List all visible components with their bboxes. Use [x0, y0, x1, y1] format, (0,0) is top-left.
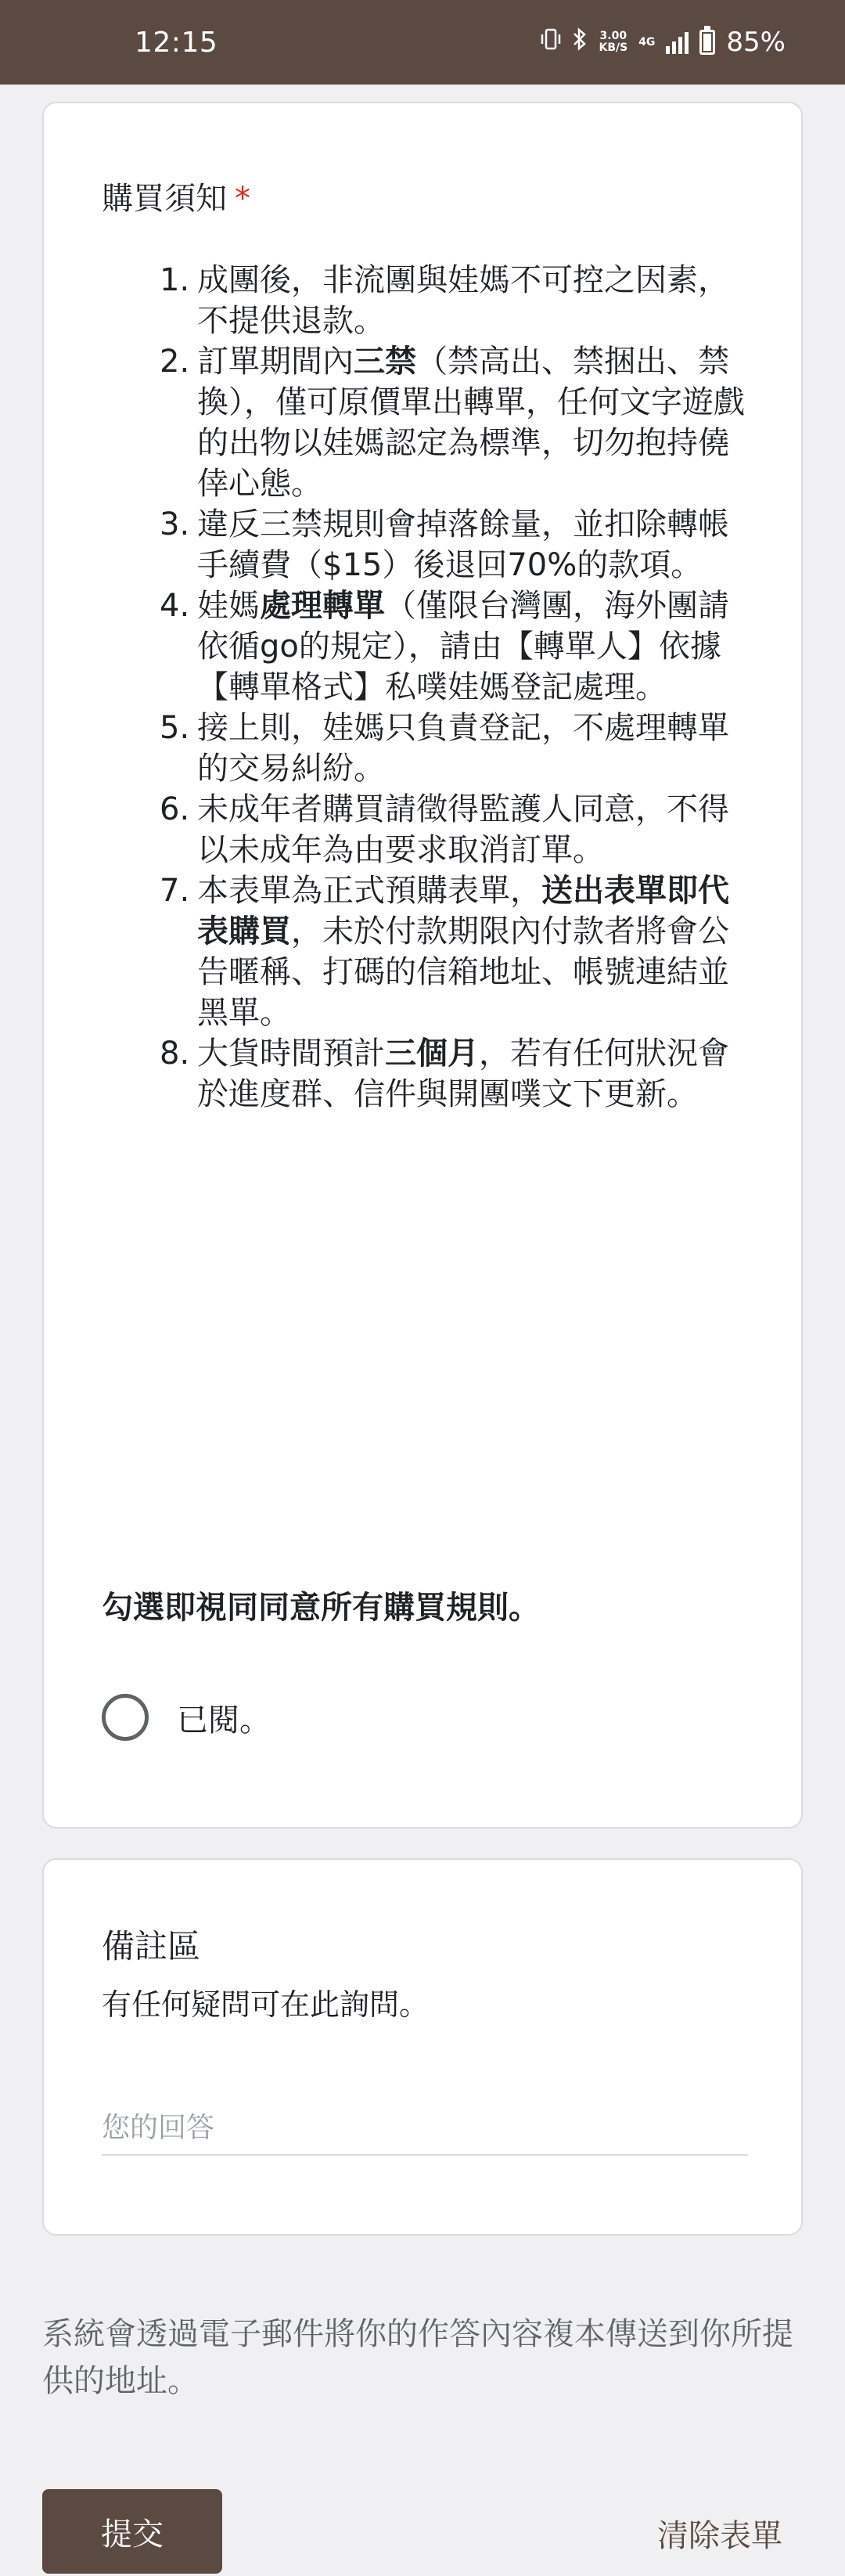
rule-item	[44, 341, 804, 504]
rule-text: ，若有任何狀況會於進度群、信件與開團噗文下更新。	[197, 1036, 729, 1112]
rule-text: 成團後，非流團與娃媽不可控之因素，不提供退款。	[197, 262, 729, 339]
submit-button[interactable]: 提交	[42, 2489, 222, 2574]
notes-title: 備註區	[102, 1927, 201, 1965]
battery-icon	[699, 30, 715, 55]
rule-text: 未成年者購買請徵得監護人同意，不得以未成年為由要求取消訂單。	[197, 791, 729, 868]
answer-input[interactable]	[102, 2101, 748, 2156]
rule-text: 大貨時間預計	[197, 1036, 385, 1072]
required-mark: *	[235, 181, 250, 217]
rule-number: 5.	[160, 710, 190, 746]
notes-card	[42, 1858, 803, 2236]
rules-card	[42, 102, 803, 1828]
rule-bold-text: 處理轉單	[260, 588, 385, 624]
bluetooth-icon	[572, 27, 588, 59]
rule-text: 接上則，娃媽只負責登記，不處理轉單的交易糾紛。	[197, 710, 729, 787]
rule-item	[44, 708, 804, 789]
network-speed	[599, 31, 627, 54]
network-speed-unit: KB/S	[599, 41, 628, 54]
rule-bold-text: 三禁	[354, 344, 416, 380]
network-speed-value: 3.00	[599, 30, 627, 42]
notes-description: 有任何疑問可在此詢問。	[102, 1987, 430, 2022]
rule-text: ，未於付款期限內付款者將會公告暱稱、打碼的信箱地址、帳號連結並黑單。	[197, 913, 729, 1031]
radio-button[interactable]	[102, 1694, 149, 1741]
rule-number: 4.	[160, 588, 190, 624]
read-option[interactable]	[102, 1694, 271, 1741]
signal-icon	[666, 31, 689, 54]
rule-bold-text: 三個月	[385, 1036, 479, 1072]
status-bar	[0, 0, 845, 85]
rule-item	[44, 260, 804, 341]
rule-text: （僅限台灣團，海外團請依循go的規定），請由【轉單人】依據【轉單格式】私噗娃媽登記處理。	[197, 588, 729, 705]
rule-item	[44, 585, 804, 708]
rule-text: （禁高出、禁捆出、禁換），僅可原價單出轉單，任何文字遊戲的出物以娃媽認定為標準，切勿抱持僥倖心態。	[197, 344, 745, 502]
clear-form-button[interactable]: 清除表單	[657, 2511, 782, 2556]
email-notice: 系統會透過電子郵件將你的作答內容複本傳送到你所提供的地址。	[42, 2316, 793, 2399]
rule-text: 本表單為正式預購表單，	[197, 873, 541, 909]
network-type: 4G	[638, 35, 656, 49]
rule-number: 3.	[160, 506, 190, 542]
rule-number: 6.	[160, 791, 190, 827]
read-option-label[interactable]: 已閱。	[177, 1702, 271, 1738]
agree-statement: 勾選即視同同意所有購買規則。	[102, 1590, 540, 1626]
rule-text: 娃媽	[197, 588, 260, 624]
rule-number: 1.	[160, 262, 190, 298]
rule-text: 訂單期間內	[197, 344, 354, 380]
rule-bold-text: 送出表單即代表購買	[197, 873, 729, 949]
rule-number: 7.	[160, 873, 190, 909]
status-time: 12:15	[135, 26, 218, 59]
vibrate-icon	[541, 27, 561, 58]
rule-text: 違反三禁規則會掉落餘量，並扣除轉帳手續費（$15）後退回70%的款項。	[197, 506, 729, 583]
rule-number: 8.	[160, 1036, 190, 1072]
rule-item	[44, 1033, 804, 1115]
rule-number: 2.	[160, 344, 190, 380]
rule-item	[44, 789, 804, 870]
question-title-text: 購買須知	[102, 181, 227, 217]
rules-list	[44, 260, 804, 1115]
status-icons	[541, 27, 786, 59]
question-title	[102, 174, 250, 218]
battery-level: 85%	[726, 27, 786, 58]
rule-item	[44, 870, 804, 1033]
rule-item	[44, 504, 804, 585]
